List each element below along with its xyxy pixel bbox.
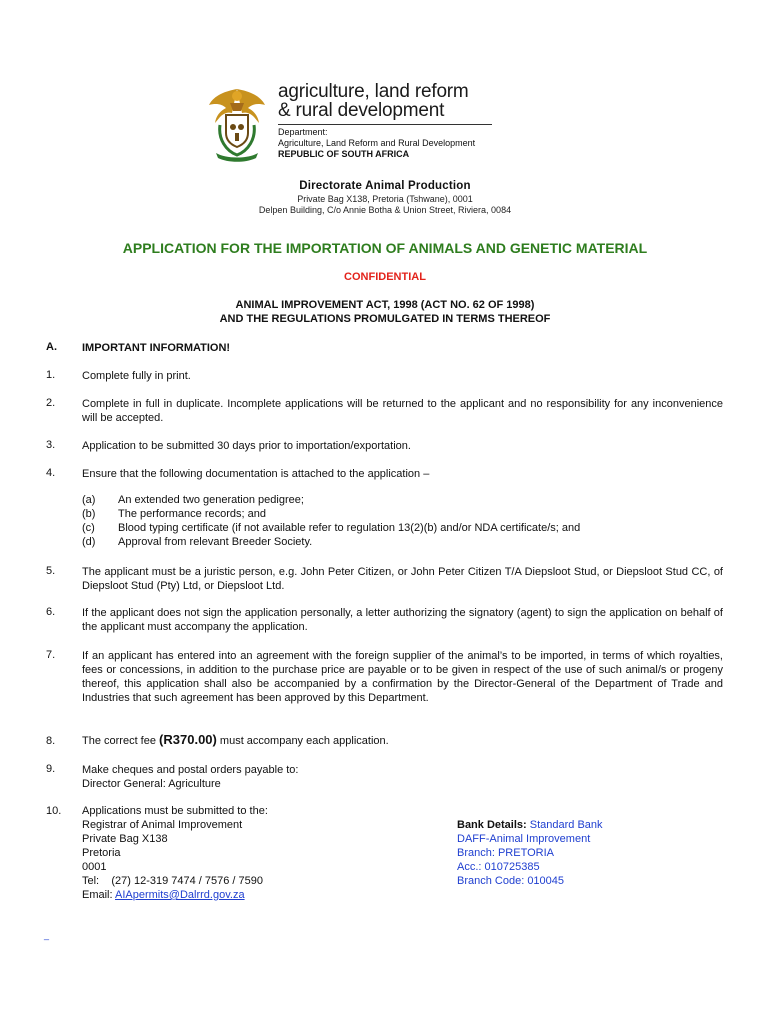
item-text [82,763,723,791]
telephone-line: Tel: (27) 12-319 7474 / 7576 / 7590 [82,875,264,887]
bank-account-name: DAFF-Animal Improvement [457,833,591,845]
directorate-title: Directorate Animal Production [299,180,471,192]
item-number: 1. [46,369,56,381]
email-label: Email: [82,889,116,901]
bank-branch-code: Branch Code: 010045 [457,875,565,887]
item-number: 10. [46,805,62,817]
item-number: 4. [46,467,56,479]
department-name-line2: & rural development [278,100,445,121]
item-number: 9. [46,763,56,775]
subitem-letter: (c) [82,522,95,534]
subitem-text: Approval from relevant Breeder Society. [118,536,313,548]
footer-mark: _ [44,930,50,940]
item-number: 5. [46,565,56,577]
item-number: 7. [46,649,56,661]
coat-of-arms-logo [206,83,268,163]
address-line: Registrar of Animal Improvement [82,819,243,831]
address-line: Private Bag X138 [82,833,168,845]
address-line: 0001 [82,861,107,873]
item-text: If an applicant has entered into an agreement with the foreign supplier of the animal’s to be imported, in terms of which royalties, fees or concessions, in addition to the purchase price are payable or to be given in respect of the use of such animal/s or progeny thereof, this application shall also be accompanied by a confirmation by the Director-General of the Department of Trade and Industries that such agreement has been approved by this Department. [82,650,723,704]
department-name [278,82,469,120]
item-text: Ensure that the following documentation is attached to the application – [82,468,430,480]
item-text: Application to be submitted 30 days prior to importation/exportation. [82,440,411,452]
payee-name: Director General: Agriculture [82,778,221,790]
item-text: Applications must be submitted to the: [82,805,268,817]
item-number: 6. [46,606,56,618]
department-label: Department: [278,127,328,137]
bank-branch: Branch: PRETORIA [457,847,554,859]
fee-item-text [82,733,723,748]
item-number: 8. [46,735,56,747]
section-heading: IMPORTANT INFORMATION! [82,342,231,354]
fee-amount: (R370.00) [159,732,217,747]
department-details [278,127,475,160]
item-number: 2. [46,397,56,409]
act-title-line1: ANIMAL IMPROVEMENT ACT, 1998 (ACT NO. 62 OF 1998) [235,299,535,311]
subitem-text: The performance records; and [118,508,266,520]
email-link[interactable]: AIApermits@Dalrrd.gov.za [115,889,245,901]
bank-account-number: Acc.: 010725385 [457,861,540,873]
section-letter: A. [46,341,57,353]
page-title: APPLICATION FOR THE IMPORTATION OF ANIMALS AND GENETIC MATERIAL [122,240,648,256]
department-name-line1: agriculture, land reform [278,81,469,102]
header-divider [278,124,492,125]
bank-details-line [457,819,603,831]
item-text: If the applicant does not sign the application personally, a letter authorizing the signatory (agent) to sign the application on behalf of the applicant must accompany the application. [82,607,723,633]
item-text: Complete in full in duplicate. Incomplete applications will be returned to the applicant and no responsibility for any inconvenience will be accepted. [82,398,723,424]
country-name: REPUBLIC OF SOUTH AFRICA [278,149,410,159]
subitem-letter: (d) [82,536,96,548]
department-full-name: Agriculture, Land Reform and Rural Development [278,138,476,148]
fee-text-post: must accompany each application. [216,735,389,747]
address-line: Pretoria [82,847,121,859]
subitem-letter: (b) [82,508,96,520]
item-number: 3. [46,439,56,451]
fee-text-pre: The correct fee [82,735,160,747]
bank-details-label: Bank Details: [457,819,527,831]
act-title-line2: AND THE REGULATIONS PROMULGATED IN TERMS THEREOF [219,313,551,325]
subitem-text: Blood typing certificate (if not available refer to regulation 13(2)(b) and/or NDA certificate/s; and [118,522,581,534]
confidential-label: CONFIDENTIAL [344,271,426,283]
bank-name: Standard Bank [526,819,603,831]
directorate-address-1: Private Bag X138, Pretoria (Tshwane), 0001 [297,194,473,204]
item-text: Complete fully in print. [82,370,191,382]
payable-to-label: Make cheques and postal orders payable to: [82,764,299,776]
email-line [82,889,245,901]
item-text: The applicant must be a juristic person, e.g. John Peter Citizen, or John Peter Citizen T/A Diepsloot Stud, or Diepsloot Stud CC, of Diepsloot Stud (Pty) Ltd, or Diepsloot Ltd. [82,566,723,592]
directorate-address-2: Delpen Building, C/o Annie Botha & Union Street, Riviera, 0084 [258,205,512,215]
subitem-text: An extended two generation pedigree; [118,494,304,506]
subitem-letter: (a) [82,494,96,506]
